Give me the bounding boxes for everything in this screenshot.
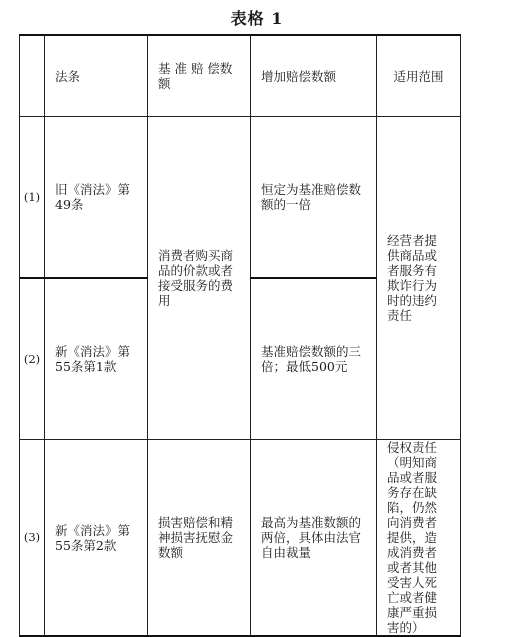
row-statute: 新《消法》第55条第1款 [45, 278, 148, 440]
row-statute: 新《消法》第55条第2款 [45, 440, 148, 637]
row-scope: 侵权责任（明知商品或者服务存在缺陷，仍然向消费者提供，造成消费者或者其他受害人死亡或者健康严重损害的） [377, 440, 461, 637]
header-scope: 适用范围 [377, 35, 461, 117]
header-statute: 法条 [45, 35, 148, 117]
table-header-row [20, 35, 461, 117]
table-row [20, 440, 461, 637]
table-row [20, 117, 461, 279]
row-extra-amount: 基准赔偿数额的三倍；最低500元 [251, 278, 377, 440]
compensation-table [19, 34, 461, 637]
row-index: (2) [20, 278, 45, 440]
row-statute: 旧《消法》第49条 [45, 117, 148, 279]
row-index: (3) [20, 440, 45, 637]
header-index-cell [20, 35, 45, 117]
header-extra-amount: 增加赔偿数额 [251, 35, 377, 117]
row-base-amount-merged: 消费者购买商品的价款或者接受服务的费用 [148, 117, 251, 440]
header-base-amount: 基 准 赔 偿数额 [148, 35, 251, 117]
row-extra-amount: 恒定为基准赔偿数额的一倍 [251, 117, 377, 279]
row-base-amount: 损害赔偿和精神损害抚慰金数额 [148, 440, 251, 637]
row-scope-merged: 经营者提供商品或者服务有欺诈行为时的违约责任 [377, 117, 461, 440]
row-extra-amount: 最高为基准数额的两倍，具体由法官自由裁量 [251, 440, 377, 637]
row-index: (1) [20, 117, 45, 279]
table-caption: 表格 1 [230, 9, 284, 28]
